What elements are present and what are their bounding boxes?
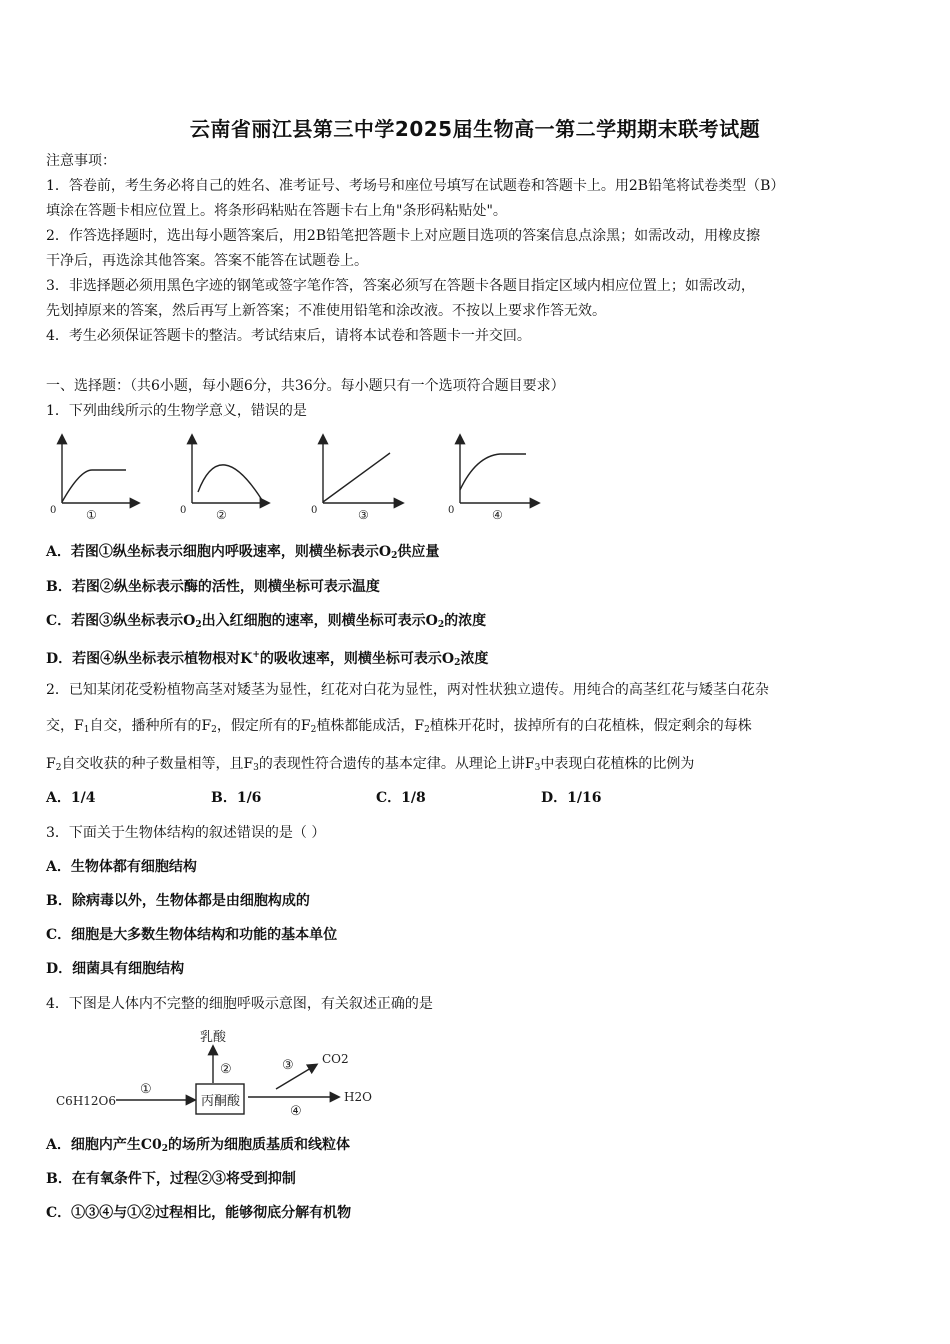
lactic-acid-label: 乳酸	[200, 1030, 227, 1045]
q2-line: $F_2$自交收获的种子数量相等，且$F_3$的表现性符合遗传的基本定律。从理论上讲$F_3$中表现白花植株的比例为	[46, 756, 695, 773]
notice-line: 2．作答选择题时，选出每小题答案后，用2B铅笔把答题卡上对应题目选项的答案信息点涂黑；如需改动，用橡皮擦	[46, 228, 761, 244]
graph-3-label: ③	[358, 508, 369, 522]
graph-2-origin: 0	[180, 505, 187, 516]
q2-line: 2．已知某闭花受粉植物高茎对矮茎为显性，红花对白花为显性，两对性状独立遗传。用纯合的高茎红花与矮茎白花杂	[46, 682, 769, 698]
notice-line: 1．答卷前，考生务必将自己的姓名、准考证号、考场号和座位号填写在试题卷和答题卡上。用2B铅笔将试卷类型（B）	[46, 178, 785, 194]
q3-option-d: D．细菌具有细胞结构	[46, 961, 185, 977]
graph-4-origin: 0	[448, 505, 455, 516]
q1-option-b: B．若图②纵坐标表示酶的活性，则横坐标可表示温度	[46, 579, 380, 595]
q2-option-a: A．1/4	[46, 790, 96, 806]
q1-graphs	[40, 428, 560, 528]
graph-2	[192, 436, 268, 503]
page-title: 云南省丽江县第三中学2025届生物高一第二学期期末联考试题	[189, 117, 761, 141]
h2o-label: H2O	[344, 1090, 372, 1104]
q3-stem: 3．下面关于生物体结构的叙述错误的是（ ）	[46, 825, 326, 841]
graph-1-label: ①	[86, 508, 97, 522]
q4-option-b: B．在有氧条件下，过程②③将受到抑制	[46, 1171, 296, 1187]
graph-4	[460, 436, 538, 503]
notice-line: 填涂在答题卡相应位置上。将条形码粘贴在答题卡右上角"条形码粘贴处"。	[46, 203, 507, 219]
graph-3-origin: 0	[311, 505, 318, 516]
graph-3	[323, 436, 402, 503]
co2-label: CO2	[322, 1052, 349, 1066]
notice-line: 4．考生必须保证答题卡的整洁。考试结束后，请将本试卷和答题卡一并交回。	[46, 328, 531, 344]
step-2-label: ②	[220, 1062, 232, 1077]
q1-option-a: A．若图①纵坐标表示细胞内呼吸速率，则横坐标表示$O_2$供应量	[46, 544, 440, 561]
q2-line: 交，$F_1$自交，播种所有的$F_2$，假定所有的$F_2$植株都能成活，$F_2$植株开花时，拔掉所有的白花植株，假定剩余的每株	[46, 718, 752, 735]
graph-1	[62, 436, 138, 503]
step-4-label: ④	[290, 1104, 302, 1119]
q2-option-d: D．1/16	[541, 790, 602, 806]
notice-heading: 注意事项：	[46, 153, 116, 169]
pyruvate-label: 丙酮酸	[201, 1094, 241, 1109]
q3-option-a: A．生物体都有细胞结构	[46, 859, 197, 875]
notice-line: 先划掉原来的答案，然后再写上新答案；不准使用铅笔和涂改液。不按以上要求作答无效。	[46, 303, 606, 319]
q3-option-c: C．细胞是大多数生物体结构和功能的基本单位	[46, 927, 338, 943]
q1-option-c: C．若图③纵坐标表示$O_2$出入红细胞的速率，则横坐标可表示$O_2$的浓度	[46, 613, 487, 630]
respiration-diagram	[50, 1025, 390, 1125]
graph-2-label: ②	[216, 508, 227, 522]
graph-4-label: ④	[492, 508, 503, 522]
notice-line: 3．非选择题必须用黑色字迹的钢笔或签字笔作答，答案必须写在答题卡各题目指定区域内相应位置上；如需改动，	[46, 278, 755, 294]
q1-stem: 1．下列曲线所示的生物学意义，错误的是	[46, 403, 307, 419]
q1-option-d: D．若图④纵坐标表示植物根对K+的吸收速率，则横坐标可表示$O_2$浓度	[46, 650, 489, 668]
step-1-label: ①	[140, 1082, 152, 1097]
q3-option-b: B．除病毒以外，生物体都是由细胞构成的	[46, 893, 310, 909]
q4-option-c: C．①③④与①②过程相比，能够彻底分解有机物	[46, 1205, 352, 1221]
section-heading: 一、选择题：（共6小题，每小题6分，共36分。每小题只有一个选项符合题目要求）	[46, 378, 565, 394]
notice-line: 干净后，再选涂其他答案。答案不能答在试题卷上。	[46, 253, 368, 269]
q2-option-c: C．1/8	[376, 790, 426, 806]
q2-option-b: B．1/6	[211, 790, 262, 806]
step-3-label: ③	[282, 1058, 294, 1073]
glucose-label: C6H12O6	[56, 1094, 117, 1108]
graph-1-origin: 0	[50, 505, 57, 516]
q4-option-a: A．细胞内产生$C0_2$的场所为细胞质基质和线粒体	[46, 1137, 351, 1154]
q4-stem: 4．下图是人体内不完整的细胞呼吸示意图，有关叙述正确的是	[46, 996, 433, 1012]
